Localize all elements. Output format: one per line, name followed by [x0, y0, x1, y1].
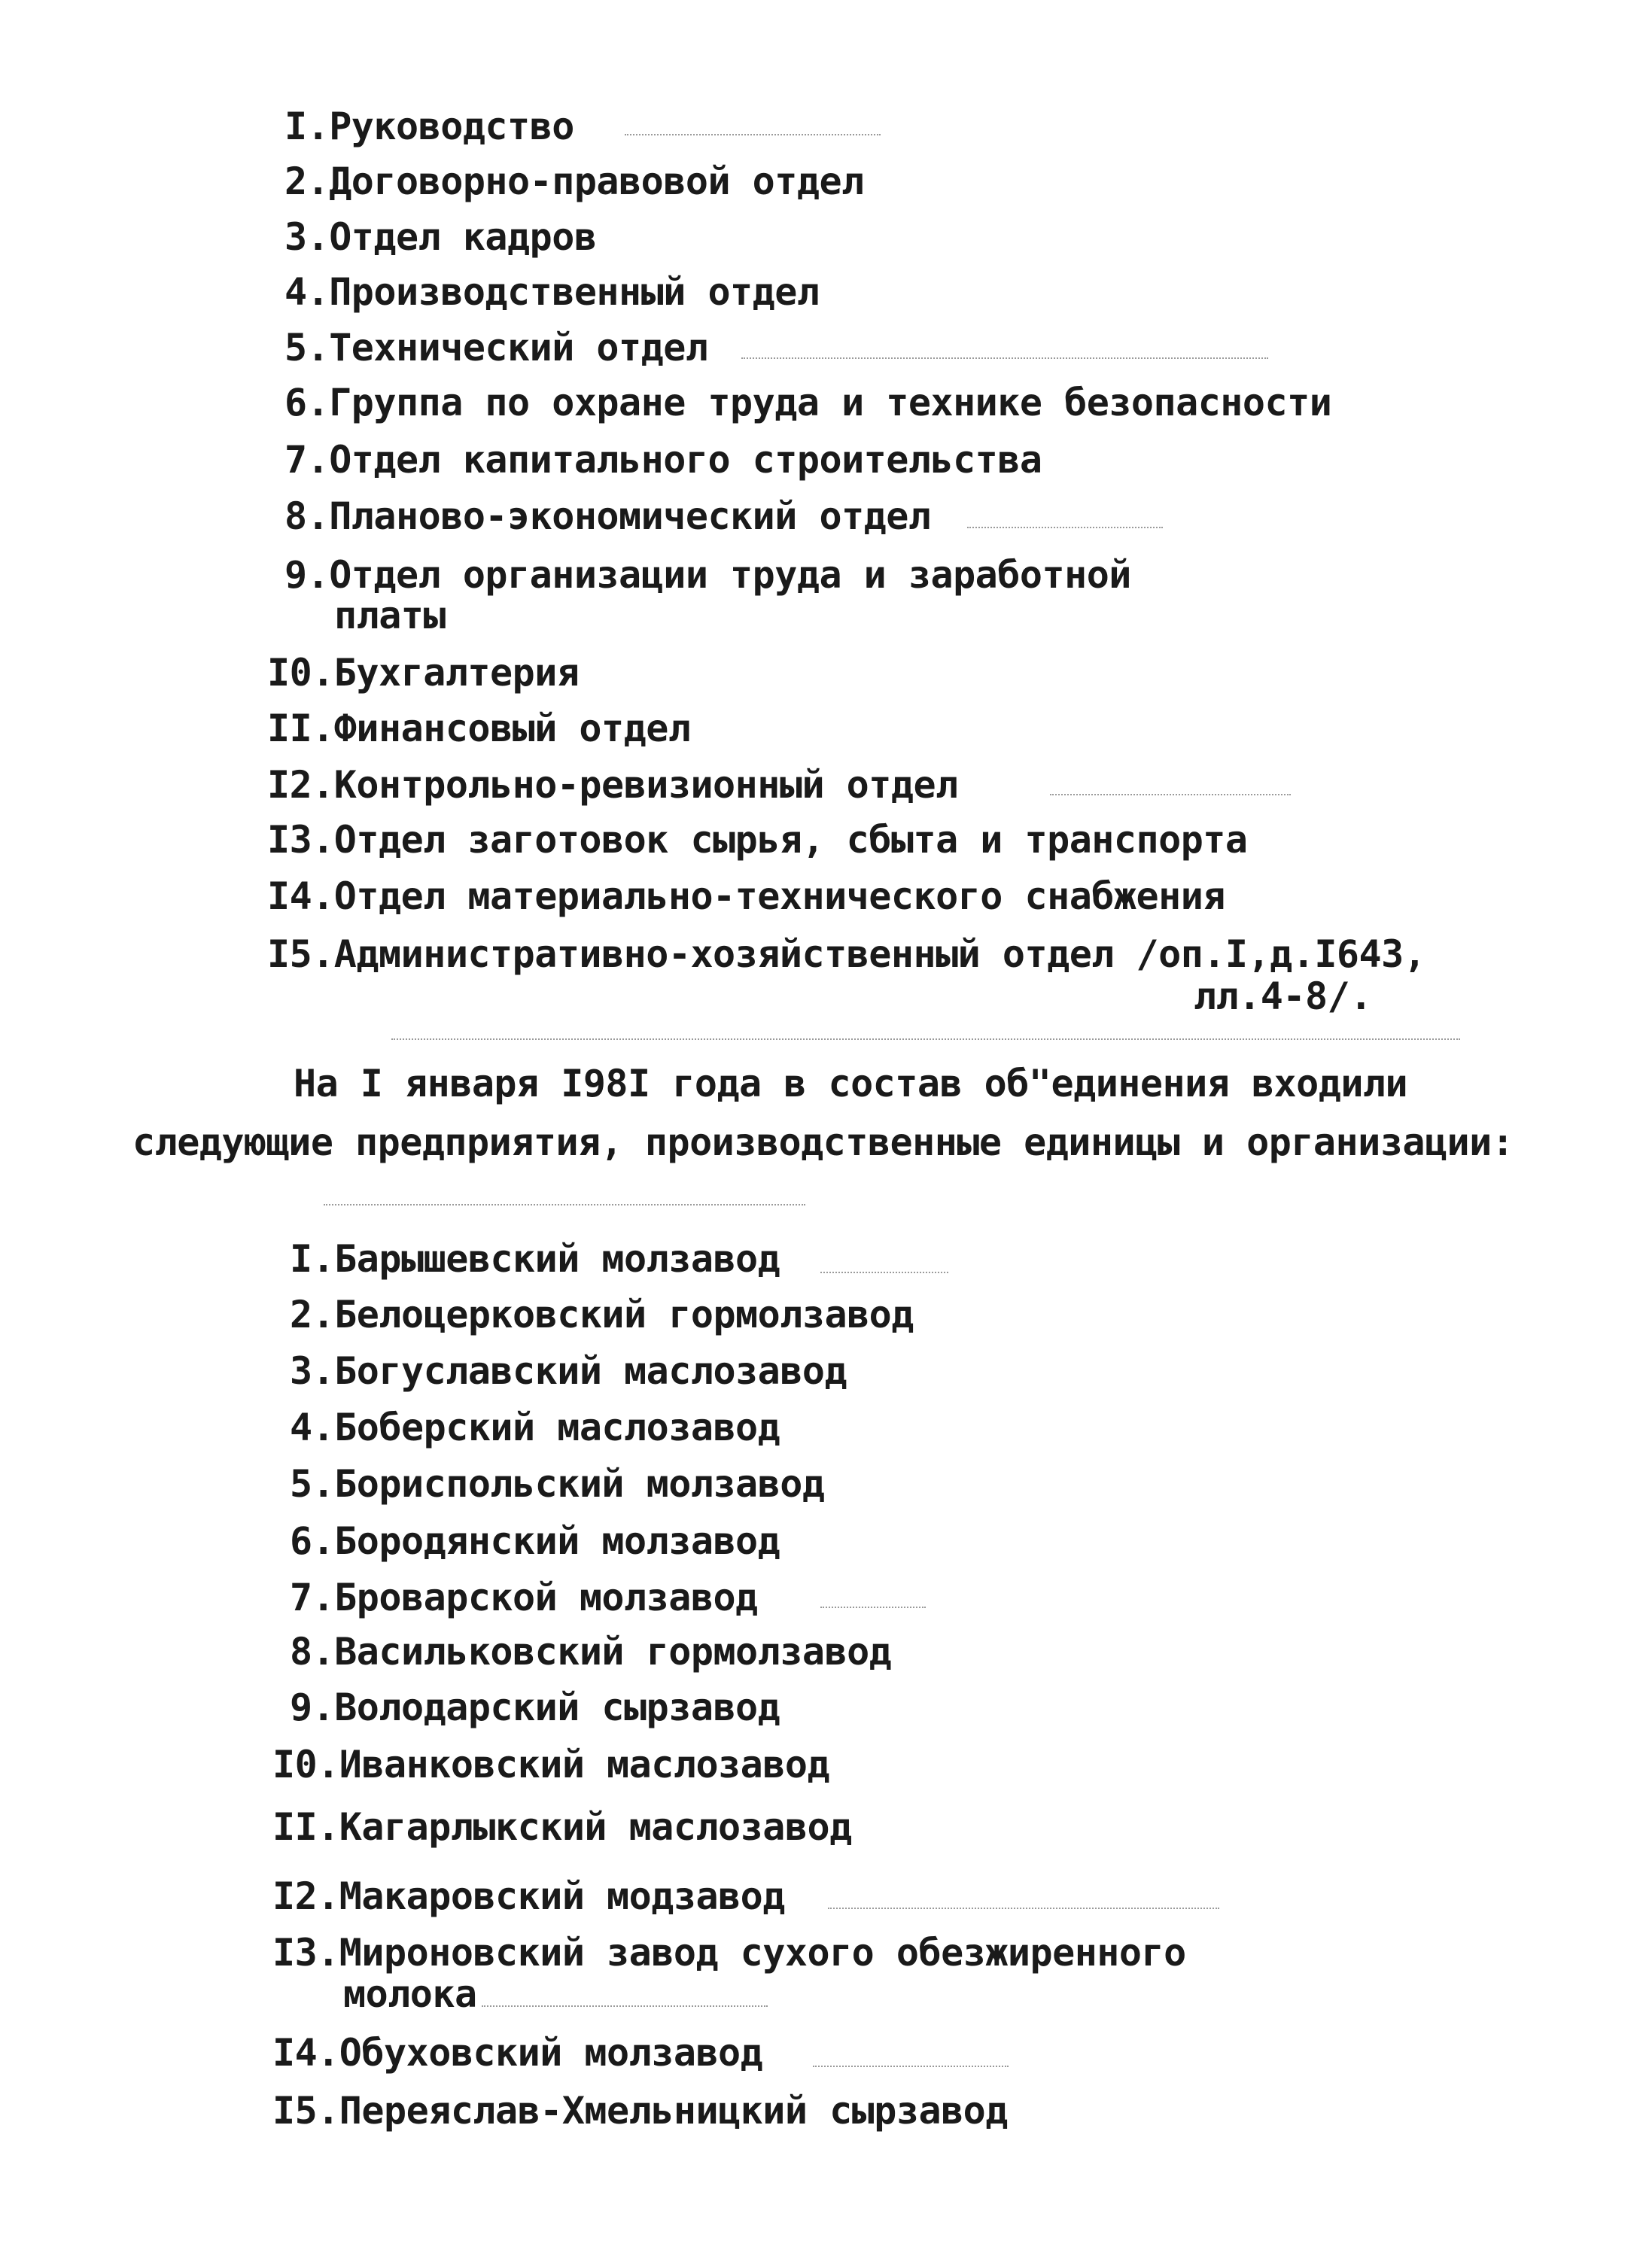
scan-artifact	[828, 1908, 1219, 1909]
department-item-14: I4.Отдел материально-технического снабжения	[267, 874, 1225, 918]
scan-artifact	[967, 527, 1163, 528]
intro-line-2: следующие предприятия, производственные единицы и организации:	[132, 1120, 1514, 1164]
enterprise-item-7: 7.Броварской молзавод	[290, 1576, 758, 1619]
enterprise-item-14: I4.Обуховский молзавод	[272, 2031, 763, 2075]
department-item-2: 2.Договорно-правовой отдел	[284, 160, 864, 203]
scan-artifact	[1050, 794, 1291, 795]
enterprise-item-1: I.Барышевский молзавод	[290, 1237, 780, 1281]
scan-artifact	[741, 357, 1268, 359]
scan-artifact	[813, 2066, 1009, 2067]
enterprise-item-12: I2.Макаровский модзавод	[272, 1874, 785, 1918]
department-item-9-continuation: платы	[334, 594, 446, 637]
scan-artifact	[820, 1272, 948, 1273]
enterprise-item-5: 5.Бориспольский молзавод	[290, 1462, 825, 1506]
department-item-8: 8.Планово-экономический отдел	[284, 494, 931, 538]
enterprise-item-9: 9.Володарский сырзавод	[290, 1686, 780, 1729]
department-item-10: I0.Бухгалтерия	[267, 651, 580, 695]
scan-artifact	[482, 2005, 768, 2007]
enterprise-item-13: I3.Мироновский завод сухого обезжиренного	[272, 1931, 1186, 1975]
enterprise-item-11: II.Кагарлыкский маслозавод	[272, 1805, 852, 1849]
enterprise-item-2: 2.Белоцерковский гормолзавод	[290, 1293, 914, 1336]
scan-artifact	[625, 134, 881, 135]
department-item-6: 6.Группа по охране труда и технике безопасности	[284, 381, 1332, 424]
department-item-5: 5.Технический отдел	[284, 326, 708, 369]
scan-artifact	[391, 1038, 1460, 1040]
department-item-15-continuation: лл.4-8/.	[1194, 974, 1372, 1018]
department-item-1: I.Руководство	[284, 105, 574, 148]
department-item-11: II.Финансовый отдел	[267, 707, 691, 750]
enterprise-item-4: 4.Боберский маслозавод	[290, 1406, 780, 1449]
intro-line-1: На I января I98I года в состав об"единения входили	[294, 1062, 1408, 1105]
department-item-9: 9.Отдел организации труда и заработной	[284, 553, 1131, 597]
department-item-13: I3.Отдел заготовок сырья, сбыта и транспорта	[267, 818, 1248, 862]
enterprise-item-13-continuation: молока	[343, 1972, 477, 2016]
enterprise-item-15: I5.Переяслав-Хмельницкий сырзавод	[272, 2089, 1008, 2133]
department-item-3: 3.Отдел кадров	[284, 215, 597, 259]
department-item-12: I2.Контрольно-ревизионный отдел	[267, 763, 958, 807]
enterprise-item-6: 6.Бородянский молзавод	[290, 1519, 780, 1563]
department-item-4: 4.Производственный отдел	[284, 270, 820, 314]
enterprise-item-10: I0.Иванковский маслозавод	[272, 1743, 830, 1786]
department-item-15: I5.Административно-хозяйственный отдел /оп.I,д.I643,	[267, 932, 1426, 976]
department-item-7: 7.Отдел капитального строительства	[284, 438, 1042, 482]
scan-artifact	[324, 1204, 805, 1205]
scan-artifact	[820, 1607, 926, 1608]
enterprise-item-3: 3.Богуславский маслозавод	[290, 1349, 847, 1393]
enterprise-item-8: 8.Васильковский гормолзавод	[290, 1630, 892, 1674]
